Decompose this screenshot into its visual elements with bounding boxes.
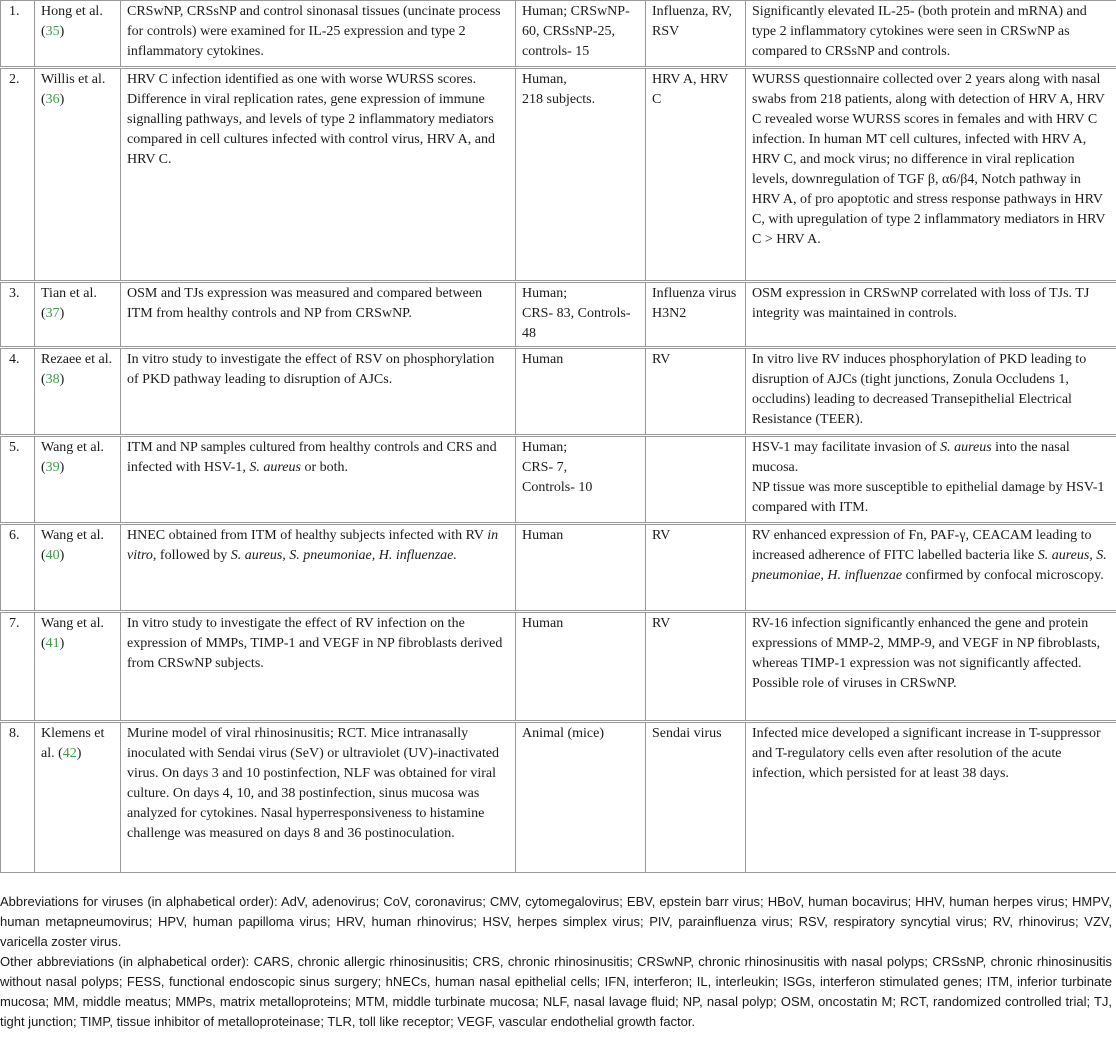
virus-cell: HRV A, HRV C xyxy=(646,68,746,282)
author-name: Wang et al. xyxy=(41,528,105,543)
sample-text: Human xyxy=(522,352,564,367)
author-name: Wang et al. xyxy=(41,616,105,631)
sample-cell xyxy=(516,722,646,873)
findings-text: into the nasal mucosa. xyxy=(752,440,1070,475)
sample-cell xyxy=(516,348,646,436)
table-row xyxy=(1,282,1116,348)
author-cell: Klemens et al. (42) xyxy=(35,722,121,873)
findings-text: HSV-1 may facilitate invasion of xyxy=(752,440,941,455)
table-row xyxy=(1,722,1116,873)
findings-text: confirmed by confocal microscopy. xyxy=(902,568,1104,583)
virus-cell: RV xyxy=(646,348,746,436)
reference-link[interactable]: 41 xyxy=(45,636,60,651)
description-text: or both. xyxy=(300,460,349,475)
findings-text: OSM expression in CRSwNP correlated with loss of TJs. TJ integrity was maintained in controls. xyxy=(752,286,1090,321)
table-row xyxy=(1,612,1116,722)
reference-link[interactable]: 38 xyxy=(45,372,60,387)
reference-link[interactable]: 37 xyxy=(45,306,60,321)
author-cell: Hong et al. (35) xyxy=(35,1,121,68)
sample-cell xyxy=(516,436,646,524)
findings-text: Possible role of viruses in CRSwNP. xyxy=(752,676,957,691)
description-text: ITM and NP samples cultured from healthy controls and CRS and infected with HSV-1, xyxy=(127,440,497,475)
findings-text: Significantly elevated IL-25- (both protein and mRNA) and type 2 inflammatory cytokines were seen in CRSwNP as compared to CRSsNP and controls. xyxy=(752,4,1087,59)
findings-cell xyxy=(746,282,1116,348)
findings-cell xyxy=(746,436,1116,524)
reference-link[interactable]: 39 xyxy=(45,460,60,475)
findings-text: NP tissue was more susceptible to epithelial damage by HSV-1 compared with ITM. xyxy=(752,480,1105,515)
description-cell xyxy=(121,436,516,524)
author-name: Hong et al. xyxy=(41,4,103,19)
description-text: , followed by xyxy=(152,548,231,563)
author-name: Willis et al. xyxy=(41,72,106,87)
sample-text: Controls- 10 xyxy=(522,480,593,495)
sample-text: Animal (mice) xyxy=(522,726,605,741)
sample-text: Human xyxy=(522,616,564,631)
footnote-virus-abbreviations: Abbreviations for viruses (in alphabetical order): AdV, adenovirus; CoV, coronavirus; CMV, cytomegalovirus; EBV, epstein barr virus; HBoV, human bocavirus; HHV, human herpes virus; HMPV, human metapneumovirus; HPV, human papilloma virus; HRV, human rhinovirus; HSV, herpes simplex virus; PIV, parainfluenza virus; RSV, respiratory syncytial virus; RV, rhinovirus; VZV, varicella zoster virus. xyxy=(0,894,1112,949)
description-cell xyxy=(121,1,516,68)
reference-link[interactable]: 36 xyxy=(45,92,60,107)
table-row xyxy=(1,348,1116,436)
description-text: In vitro study to investigate the effect of RV infection on the expression of MMPs, TIMP-1 and VEGF in NP fibroblasts derived from CRSwNP subjects. xyxy=(127,616,503,671)
sample-text: CRS- 7, xyxy=(522,460,568,475)
reference-link[interactable]: 35 xyxy=(45,24,60,39)
sample-text: 218 subjects. xyxy=(522,92,596,107)
reference-link[interactable]: 40 xyxy=(45,548,60,563)
footnote-other-abbreviations: Other abbreviations (in alphabetical order): CARS, chronic allergic rhinosinusitis; CRS, chronic rhinosinusitis; CRSwNP, chronic rhinosinusitis with nasal polyps; CRSsNP, chronic rhinosinusitis without nasal polyps; FESS, functional endoscopic sinus surgery; hNECs, human nasal epithelial cells; IFN, interferon; IL, interleukin; ISGs, interferon stimulated genes; ITM, inferior turbinate mucosa; MM, middle meatus; MMPs, matrix metalloproteins; MTM, middle turbinate mucosa; NLF, nasal lavage fluid; NP, nasal polyp; OSM, oncostatin M; RCT, randomized controlled trial; TJ, tight junction; TIMP, tissue inhibitor of metalloproteinase; TLR, toll like receptor; VEGF, vascular endothelial growth factor. xyxy=(0,954,1112,1029)
author-cell: Rezaee et al. (38) xyxy=(35,348,121,436)
findings-text: RV-16 infection significantly enhanced the gene and protein expressions of MMP-2, MMP-9, and VEGF in NP fibroblasts, whereas TIMP-1 expression was not significantly affected. xyxy=(752,616,1101,671)
author-cell: Wang et al. (39) xyxy=(35,436,121,524)
sample-text: Human; xyxy=(522,286,568,301)
findings-text: RV enhanced expression of Fn, PAF-γ, CEACAM leading to increased adherence of FITC labelled bacteria like xyxy=(752,528,1092,563)
row-number: 4. xyxy=(1,348,35,436)
findings-cell xyxy=(746,1,1116,68)
row-number: 5. xyxy=(1,436,35,524)
sample-cell xyxy=(516,1,646,68)
description-cell xyxy=(121,612,516,722)
description-italic: in vitro xyxy=(127,528,499,563)
virus-cell: Influenza, RV, RSV xyxy=(646,1,746,68)
author-name: Rezaee et al. xyxy=(41,352,113,367)
table-row xyxy=(1,1,1116,68)
row-number: 2. xyxy=(1,68,35,282)
author-cell: Wang et al. (40) xyxy=(35,524,121,612)
sample-text: Human; CRSwNP-60, CRSsNP-25, controls- 15 xyxy=(522,4,630,59)
description-text: OSM and TJs expression was measured and compared between ITM from healthy controls and NP from CRSwNP. xyxy=(127,286,483,321)
author-cell: Willis et al. (36) xyxy=(35,68,121,282)
table-footnotes xyxy=(0,892,1112,1032)
description-text: In vitro study to investigate the effect of RSV on phosphorylation of PKD pathway leading to disruption of AJCs. xyxy=(127,352,495,387)
description-text: HRV C infection identified as one with worse WURSS scores. Difference in viral replication rates, gene expression of immune signalling pathways, and levels of type 2 inflammatory mediators compared in cell cultures infected with control virus, HRV A, and HRV C. xyxy=(127,72,495,167)
virus-cell xyxy=(646,436,746,524)
description-cell xyxy=(121,68,516,282)
reference-link[interactable]: 42 xyxy=(62,746,77,761)
findings-cell xyxy=(746,612,1116,722)
sample-text: Human, xyxy=(522,72,567,87)
table-row xyxy=(1,436,1116,524)
description-text: HNEC obtained from ITM of healthy subjects infected with RV xyxy=(127,528,488,543)
findings-italic: S. aureus xyxy=(940,440,992,455)
sample-cell xyxy=(516,282,646,348)
author-cell: Wang et al. (41) xyxy=(35,612,121,722)
description-italic: S. aureus xyxy=(249,460,301,475)
row-number: 7. xyxy=(1,612,35,722)
author-name: Wang et al. xyxy=(41,440,105,455)
virus-cell: Sendai virus xyxy=(646,722,746,873)
description-cell xyxy=(121,524,516,612)
sample-cell xyxy=(516,612,646,722)
findings-cell xyxy=(746,348,1116,436)
description-text: Murine model of viral rhinosinusitis; RCT. Mice intranasally inoculated with Sendai virus (SeV) or ultraviolet (UV)-inactivated virus. On days 3 and 10 postinfection, NLF was obtained for viral culture. On days 4, 10, and 38 postinfection, sinus mucosa was analyzed for cytokines. Nasal hyperresponsiveness to histamine challenge was measured on days 8 and 36 postinoculation. xyxy=(127,726,500,841)
findings-cell xyxy=(746,68,1116,282)
author-cell: Tian et al. (37) xyxy=(35,282,121,348)
author-name: Tian et al. xyxy=(41,286,97,301)
row-number: 6. xyxy=(1,524,35,612)
sample-cell xyxy=(516,524,646,612)
sample-cell xyxy=(516,68,646,282)
virus-cell: RV xyxy=(646,524,746,612)
sample-text: CRS- 83, Controls- 48 xyxy=(522,306,631,341)
findings-text: WURSS questionnaire collected over 2 years along with nasal swabs from 218 patients, along with detection of HRV A, HRV C revealed worse WURSS scores in females and with HRV C infection. In human MT cell cultures, infected with HRV A, HRV C, and mock virus; no difference in viral replication levels, downregulation of TGF β, α6/β4, Notch pathway in HRV A, of pro apoptotic and stress response pathways in HRV C, with upregulation of type 2 inflammatory mediators in HRV C > HRV A. xyxy=(752,72,1106,247)
description-cell xyxy=(121,722,516,873)
row-number: 1. xyxy=(1,1,35,68)
description-italic: S. aureus, S. pneumoniae, H. influenzae. xyxy=(230,548,457,563)
row-number: 3. xyxy=(1,282,35,348)
description-cell xyxy=(121,282,516,348)
author-name: Klemens et al. xyxy=(41,726,105,761)
findings-text: Infected mice developed a significant increase in T-suppressor and T-regulatory cells even after resolution of the acute infection, which persisted for at least 38 days. xyxy=(752,726,1101,781)
row-number: 8. xyxy=(1,722,35,873)
description-text: CRSwNP, CRSsNP and control sinonasal tissues (uncinate process for controls) were examined for IL-25 expression and type 2 inflammatory cytokines. xyxy=(127,4,501,59)
virus-cell: RV xyxy=(646,612,746,722)
findings-cell xyxy=(746,722,1116,873)
findings-text: In vitro live RV induces phosphorylation of PKD leading to disruption of AJCs (tight junctions, Zonula Occludens 1, occludins) leading to decreased Transepithelial Electrical Resistance (TEER). xyxy=(752,352,1087,427)
description-cell xyxy=(121,348,516,436)
sample-text: Human xyxy=(522,528,564,543)
findings-italic: S. aureus, S. pneumoniae, H. influenzae xyxy=(752,548,1107,583)
findings-cell xyxy=(746,524,1116,612)
virus-cell: Influenza virus H3N2 xyxy=(646,282,746,348)
table-row xyxy=(1,524,1116,612)
sample-text: Human; xyxy=(522,440,568,455)
table-row xyxy=(1,68,1116,282)
